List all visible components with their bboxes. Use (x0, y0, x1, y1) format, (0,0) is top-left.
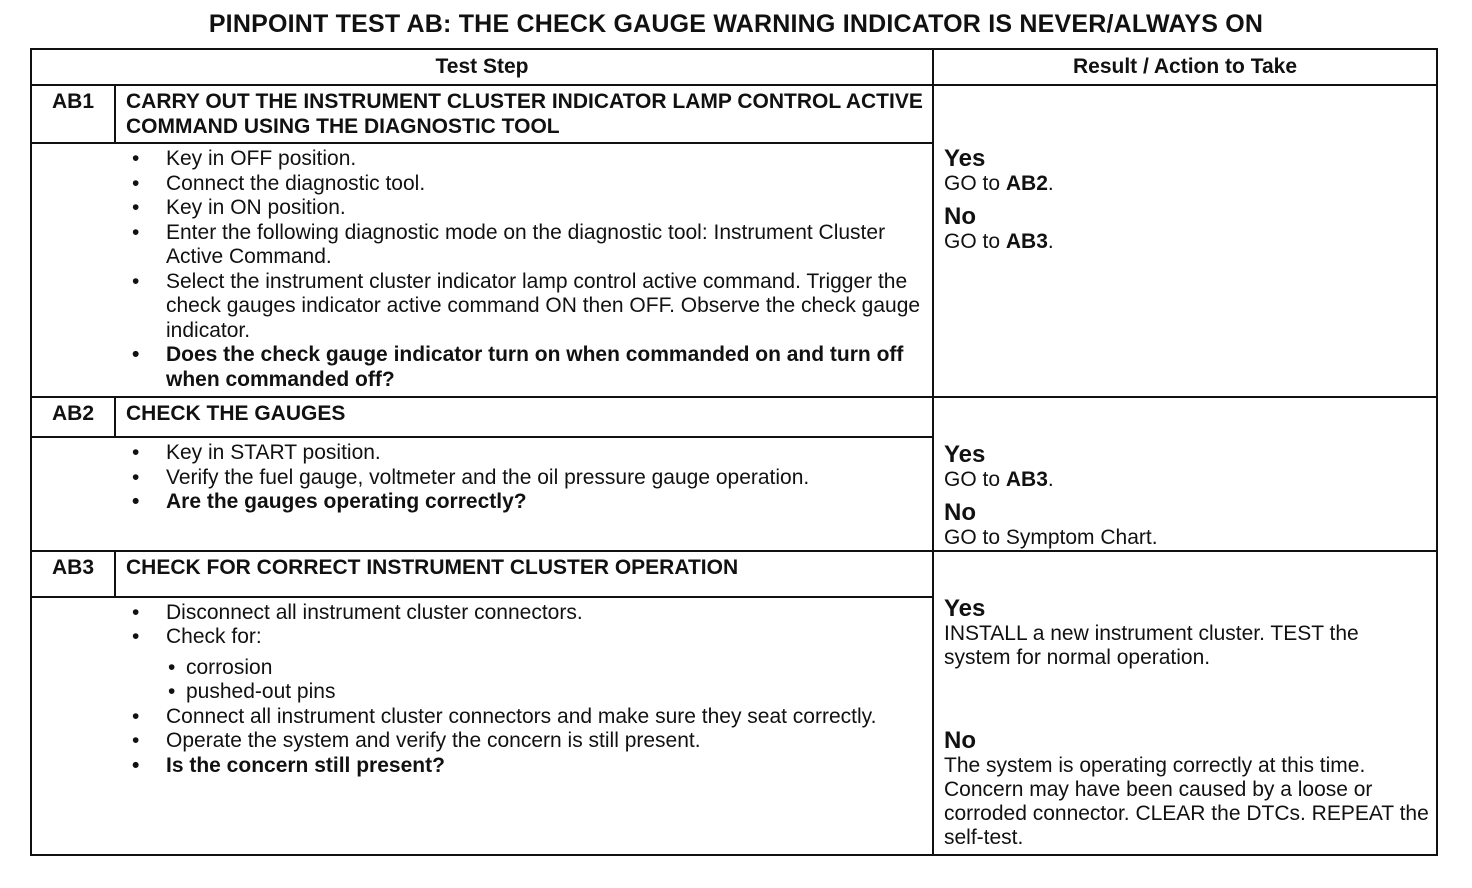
result-cell-ab1 (933, 85, 1437, 397)
list-item: • Connect all instrument cluster connectors and make sure they seat correctly. (126, 705, 924, 730)
step-title-row-ab3 (31, 551, 1437, 597)
step-title-ab1: CARRY OUT THE INSTRUMENT CLUSTER INDICATOR LAMP CONTROL ACTIVE COMMAND USING THE DIAGNOSTIC TOOL (115, 85, 933, 143)
step-title-row-ab1 (31, 85, 1437, 143)
step-title-ab3: CHECK FOR CORRECT INSTRUMENT CLUSTER OPERATION (115, 551, 933, 597)
list-item: • Select the instrument cluster indicator lamp control active command. Trigger the check gauges indicator active command ON then OFF. Observe the check gauge indicator. (126, 270, 924, 344)
list-item: • Operate the system and verify the concern is still present. (126, 729, 924, 754)
list-item: • Connect the diagnostic tool. (126, 172, 924, 197)
no-action-ab2: GO to Symptom Chart. (944, 526, 1158, 549)
result-cell-ab3 (933, 551, 1437, 855)
result-header: Result / Action to Take (933, 49, 1437, 85)
table-header-row (31, 49, 1437, 85)
step-list-ab2 (126, 441, 924, 515)
sub-list-ab3 (166, 656, 924, 705)
step-body-ab3 (31, 597, 933, 855)
step-list-ab3 (126, 601, 924, 779)
yes-label-ab2: Yes (944, 441, 986, 468)
test-step-header: Test Step (31, 49, 933, 85)
list-item: • Verify the fuel gauge, voltmeter and the oil pressure gauge operation. (126, 466, 924, 491)
no-action-ab3: The system is operating correctly at this time. Concern may have been caused by a loose or corroded connector. CLEAR the DTCs. REPEAT the self-test. (944, 754, 1429, 849)
yes-label-ab3: Yes (944, 595, 986, 622)
step-id-ab3: AB3 (31, 551, 115, 597)
list-item: • Disconnect all instrument cluster connectors. (126, 601, 924, 626)
yes-label-ab1: Yes (944, 145, 986, 172)
no-label-ab2: No (944, 499, 976, 526)
yes-action-ab3: INSTALL a new instrument cluster. TEST the system for normal operation. (944, 622, 1359, 669)
step-title-ab2: CHECK THE GAUGES (115, 397, 933, 437)
step-title-row-ab2 (31, 397, 1437, 437)
question-ab1: • Does the check gauge indicator turn on when commanded on and turn off when commanded off? (126, 343, 924, 392)
yes-action-ab1: GO to AB2. (944, 172, 1054, 195)
list-item: • Key in START position. (126, 441, 924, 466)
pinpoint-test-table (30, 48, 1438, 856)
step-id-ab2: AB2 (31, 397, 115, 437)
no-action-ab1: GO to AB3. (944, 230, 1054, 253)
no-label-ab1: No (944, 203, 976, 230)
result-cell-ab2 (933, 397, 1437, 551)
page-title: PINPOINT TEST AB: THE CHECK GAUGE WARNING INDICATOR IS NEVER/ALWAYS ON (208, 10, 1264, 38)
list-item: • Check for: • corrosion • pushed-out pins (126, 625, 924, 705)
step-list-ab1 (126, 147, 924, 392)
step-id-ab1: AB1 (31, 85, 115, 143)
list-item: • Enter the following diagnostic mode on the diagnostic tool: Instrument Cluster Active Command. (126, 221, 924, 270)
question-ab3: • Is the concern still present? (126, 754, 924, 779)
sub-list-item: • corrosion (166, 656, 924, 681)
yes-action-ab2: GO to AB3. (944, 468, 1054, 491)
sub-list-item: • pushed-out pins (166, 680, 924, 705)
no-label-ab3: No (944, 727, 976, 754)
list-item: • Key in ON position. (126, 196, 924, 221)
step-body-ab2 (31, 437, 933, 551)
question-ab2: • Are the gauges operating correctly? (126, 490, 924, 515)
list-item: • Key in OFF position. (126, 147, 924, 172)
step-body-ab1 (31, 143, 933, 397)
